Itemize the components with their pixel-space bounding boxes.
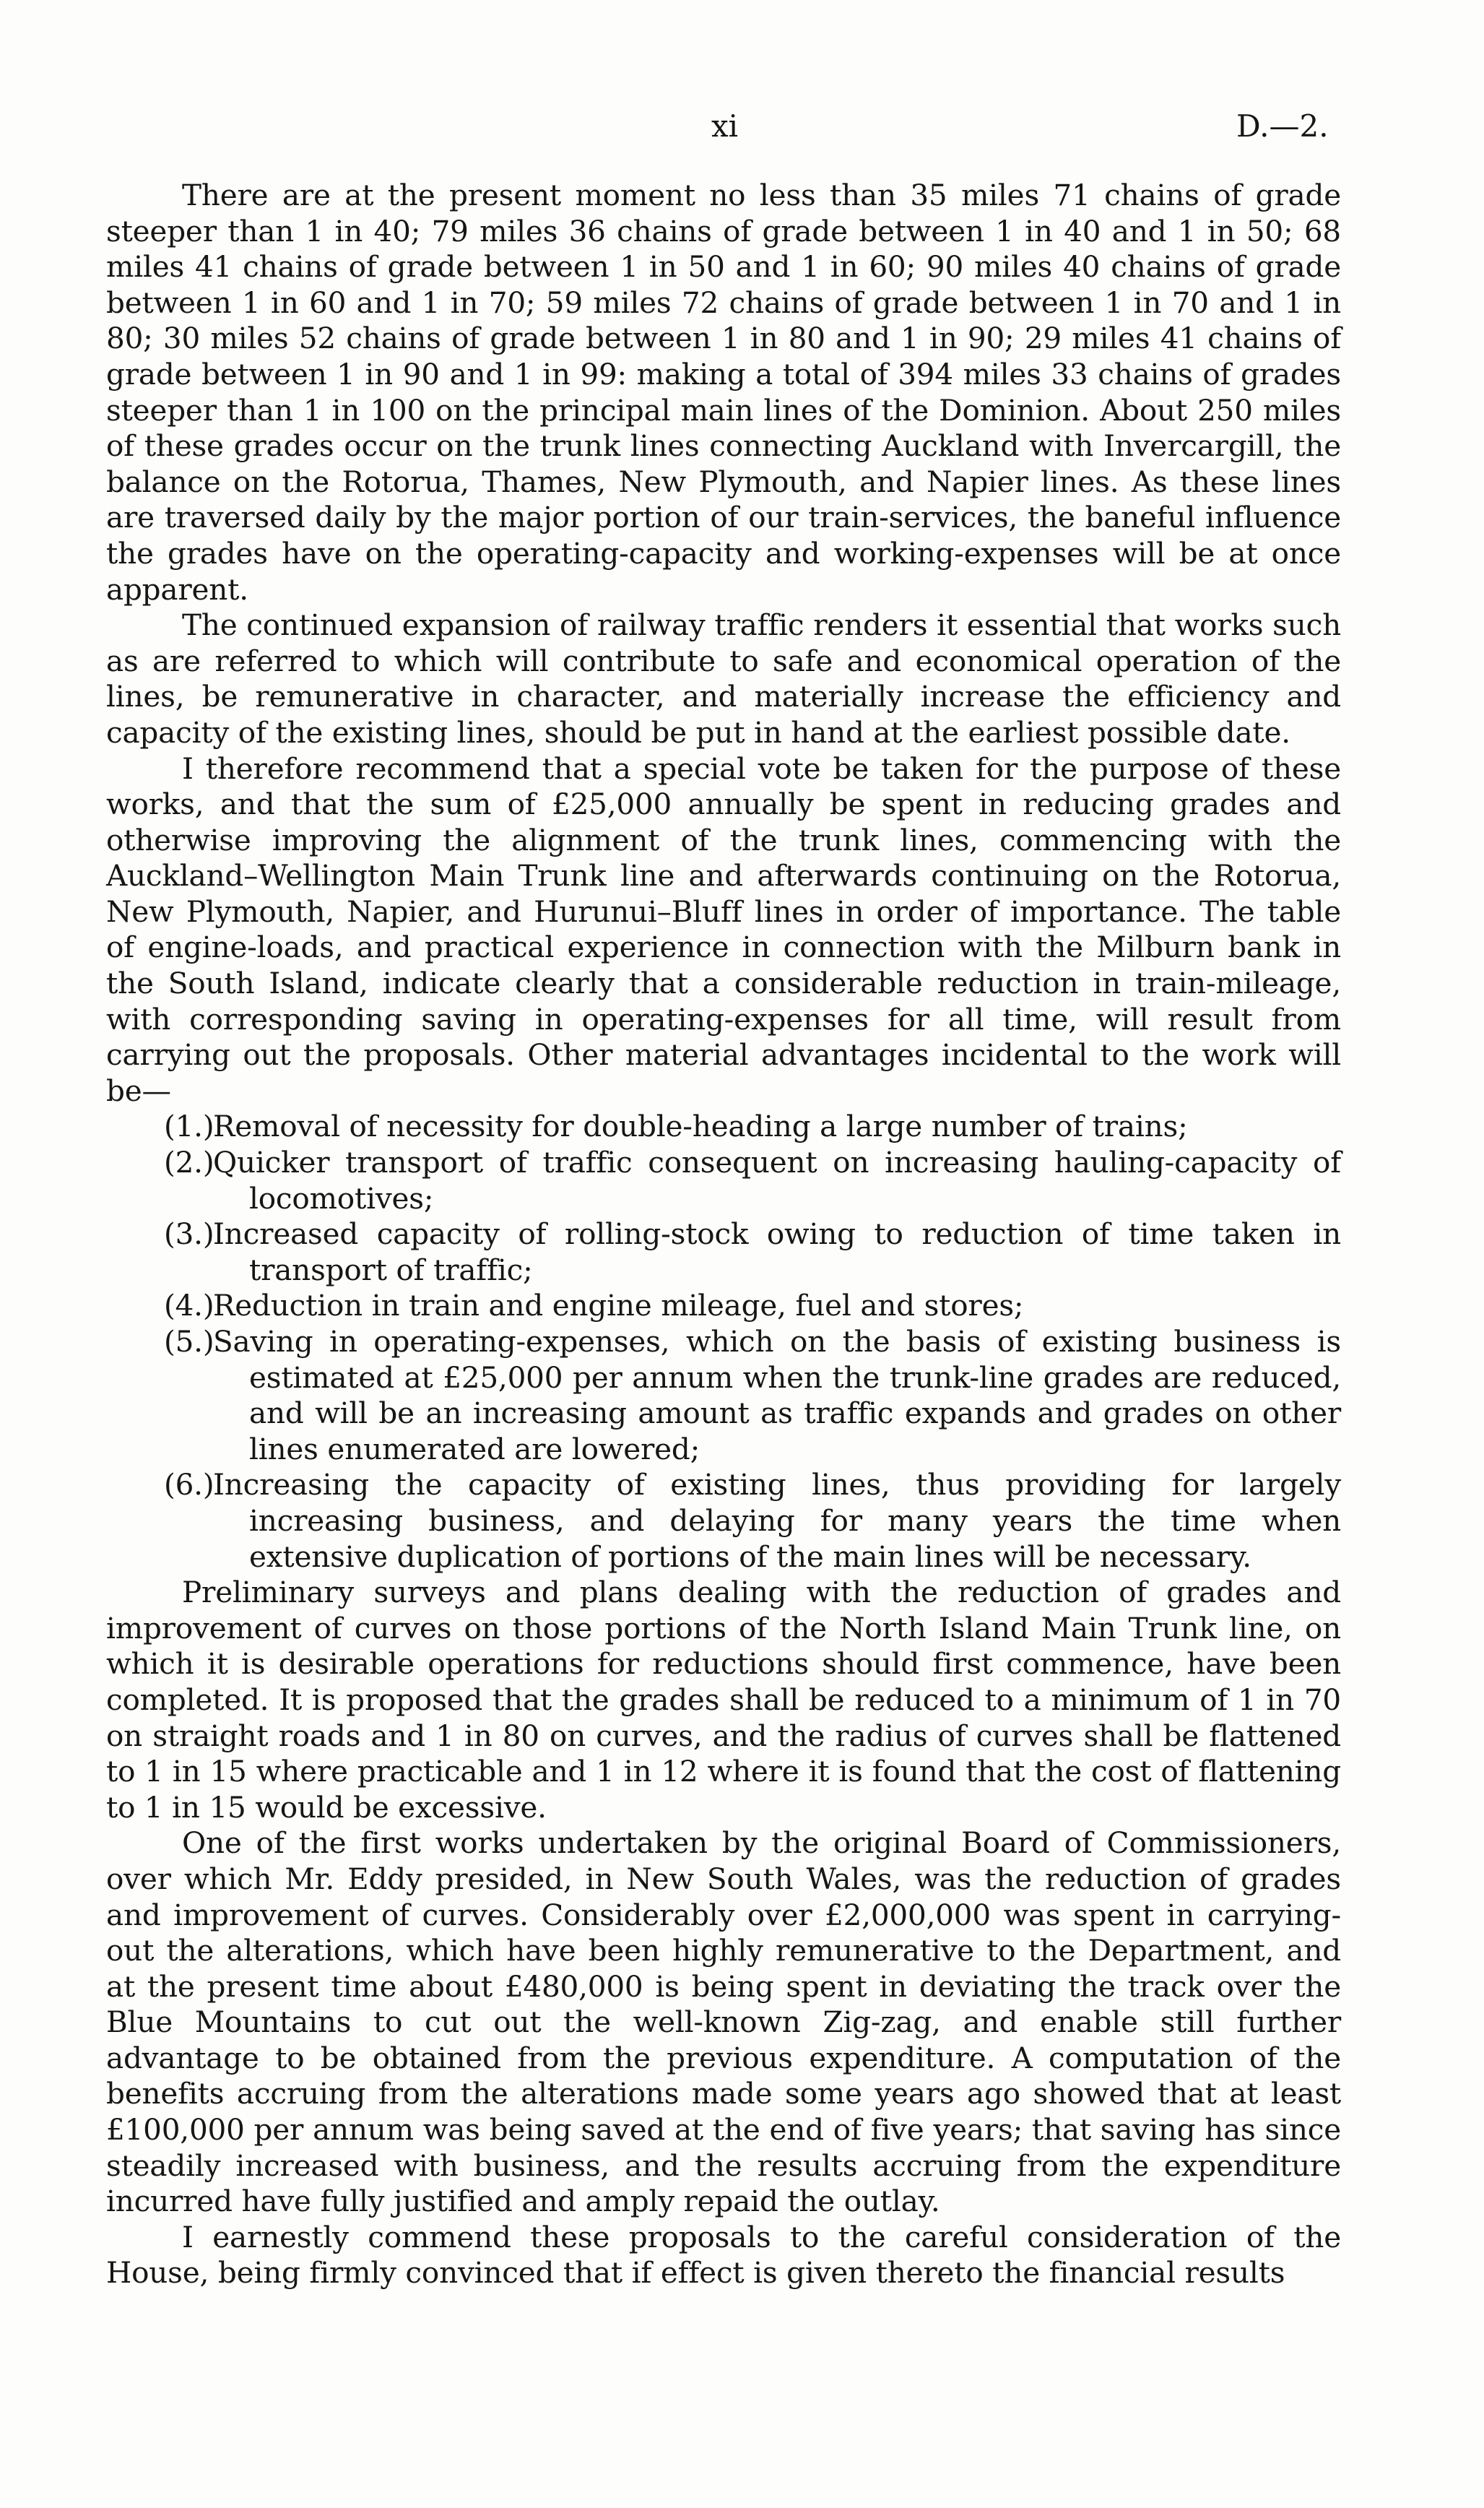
list-item	[106, 1288, 1341, 1324]
paragraph-recommendation: I therefore recommend that a special vote be taken for the purpose of these works, and that the sum of £25,000 annually be spent in reducing grades and otherwise improving the alignment of the trunk lines, commencing with the Auckland–Wellington Main Trunk line and afterwards continuing on the Rotorua, New Plymouth, Napier, and Hurunui–Bluff lines in order of importance. The table of engine-loads, and practical experience in connection with the Milburn bank in the South Island, indicate clearly that a considerable reduction in train-mileage, with corresponding saving in operating-expenses for all time, will result from carrying out the proposals. Other material advantages incidental to the work will be—	[106, 751, 1341, 1108]
document-body	[106, 178, 1341, 2291]
advantages-list	[106, 1109, 1341, 1575]
list-item-number: (3.)	[164, 1216, 214, 1252]
page-number: xi	[711, 108, 739, 144]
list-item-text: Increasing the capacity of existing lines, thus providing for largely increasing business, and delaying for many years the time when extensive duplication of portions of the main lines will be necessary.	[213, 1467, 1341, 1574]
list-item	[106, 1109, 1341, 1145]
paragraph-commendation: I earnestly commend these proposals to the careful consideration of the House, being firmly convinced that if effect is given thereto the financial results	[106, 2219, 1341, 2291]
paragraph-preliminary-surveys: Preliminary surveys and plans dealing with the reduction of grades and improvement of curves on those portions of the North Island Main Trunk line, on which it is desirable operations for reductions should first commence, have been completed. It is proposed that the grades shall be reduced to a minimum of 1 in 70 on straight roads and 1 in 80 on curves, and the radius of curves shall be flattened to 1 in 15 where practicable and 1 in 12 where it is found that the cost of flattening to 1 in 15 would be excessive.	[106, 1575, 1341, 1825]
paragraph-traffic-expansion: The continued expansion of railway traffic renders it essential that works such as are referred to which will contribute to safe and economical operation of the lines, be remunerative in character, and materially increase the efficiency and capacity of the existing lines, should be put in hand at the earliest possible date.	[106, 607, 1341, 750]
list-item-number: (6.)	[164, 1467, 214, 1502]
list-item	[106, 1467, 1341, 1575]
paragraph-new-south-wales: One of the first works undertaken by the original Board of Commissioners, over which Mr. Eddy presided, in New South Wales, was the reduction of grades and improvement of curves. Considerably over £2,000,000 was spent in carrying-out the alterations, which have been highly remunerative to the Department, and at the present time about £480,000 is being spent in deviating the track over the Blue Mountains to cut out the well-known Zig-zag, and enable still further advantage to be obtained from the previous expenditure. A computation of the benefits accruing from the alterations made some years ago showed that at least £100,000 per annum was being saved at the end of five years; that saving has since steadily increased with business, and the results accruing from the expenditure incurred have fully justified and amply repaid the outlay.	[106, 1825, 1341, 2219]
list-item-number: (2.)	[164, 1145, 214, 1180]
list-item-text: Saving in operating-expenses, which on the basis of existing business is estimated at £25,000 per annum when the trunk-line grades are reduced, and will be an increasing amount as traffic expands and grades on other lines enumerated are lowered;	[213, 1324, 1341, 1466]
page-header	[0, 108, 1484, 152]
list-item-number: (1.)	[164, 1109, 214, 1144]
list-item	[106, 1324, 1341, 1467]
list-item-text: Increased capacity of rolling-stock owing to reduction of time taken in transport of traffic;	[213, 1216, 1341, 1287]
list-item-number: (5.)	[164, 1324, 214, 1359]
list-item	[106, 1145, 1341, 1216]
paragraph-grades-statistics: There are at the present moment no less than 35 miles 71 chains of grade steeper than 1 in 40; 79 miles 36 chains of grade between 1 in 40 and 1 in 50; 68 miles 41 chains of grade between 1 in 50 and 1 in 60; 90 miles 40 chains of grade between 1 in 60 and 1 in 70; 59 miles 72 chains of grade between 1 in 70 and 1 in 80; 30 miles 52 chains of grade between 1 in 80 and 1 in 90; 29 miles 41 chains of grade between 1 in 90 and 1 in 99: making a total of 394 miles 33 chains of grades steeper than 1 in 100 on the principal main lines of the Dominion. About 250 miles of these grades occur on the trunk lines connecting Auckland with Invercargill, the balance on the Rotorua, Thames, New Plymouth, and Napier lines. As these lines are traversed daily by the major portion of our train-services, the baneful influence the grades have on the operating-capacity and working-expenses will be at once apparent.	[106, 178, 1341, 607]
list-item-text: Removal of necessity for double-heading a large number of trains;	[213, 1109, 1188, 1144]
list-item	[106, 1216, 1341, 1288]
list-item-text: Quicker transport of traffic consequent on increasing hauling-capacity of locomotives;	[213, 1145, 1341, 1216]
document-reference: D.—2.	[1236, 108, 1329, 144]
list-item-number: (4.)	[164, 1288, 214, 1323]
list-item-text: Reduction in train and engine mileage, fuel and stores;	[213, 1288, 1024, 1323]
